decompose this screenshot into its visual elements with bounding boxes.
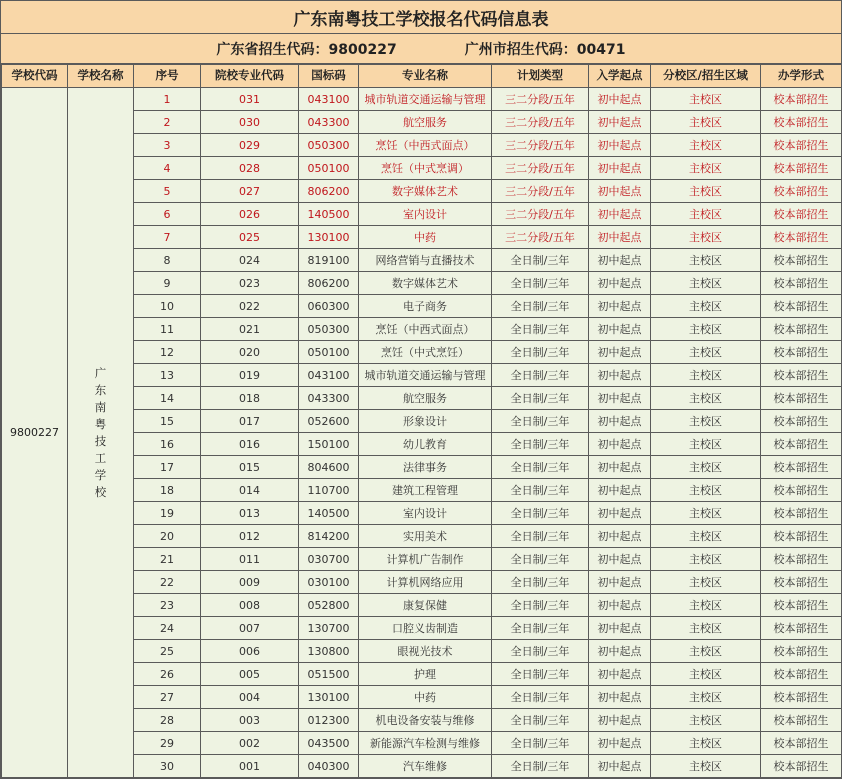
major-code-cell: 020 — [201, 341, 299, 364]
plan-type-cell: 全日制/三年 — [492, 479, 589, 502]
national-code-cell: 050300 — [299, 134, 359, 157]
major-code-cell: 025 — [201, 226, 299, 249]
start-level-cell: 初中起点 — [589, 157, 651, 180]
seq-cell: 18 — [134, 479, 201, 502]
major-name-cell: 数字媒体艺术 — [359, 272, 492, 295]
plan-type-cell: 全日制/三年 — [492, 456, 589, 479]
start-level-cell: 初中起点 — [589, 88, 651, 111]
start-level-cell: 初中起点 — [589, 410, 651, 433]
campus-cell: 主校区 — [651, 433, 761, 456]
major-name-cell: 新能源汽车检测与维修 — [359, 732, 492, 755]
header-major-name: 专业名称 — [359, 65, 492, 88]
national-code-cell: 060300 — [299, 295, 359, 318]
start-level-cell: 初中起点 — [589, 180, 651, 203]
seq-cell: 24 — [134, 617, 201, 640]
campus-cell: 主校区 — [651, 272, 761, 295]
national-code-cell: 043100 — [299, 364, 359, 387]
seq-cell: 11 — [134, 318, 201, 341]
plan-type-cell: 三二分段/五年 — [492, 134, 589, 157]
major-name-cell: 烹饪（中式烹饪） — [359, 341, 492, 364]
national-code-cell: 130800 — [299, 640, 359, 663]
campus-cell: 主校区 — [651, 111, 761, 134]
start-level-cell: 初中起点 — [589, 318, 651, 341]
seq-cell: 2 — [134, 111, 201, 134]
seq-cell: 22 — [134, 571, 201, 594]
school-form-cell: 校本部招生 — [761, 249, 842, 272]
national-code-cell: 050300 — [299, 318, 359, 341]
major-code-cell: 014 — [201, 479, 299, 502]
national-code-cell: 814200 — [299, 525, 359, 548]
start-level-cell: 初中起点 — [589, 456, 651, 479]
school-form-cell: 校本部招生 — [761, 111, 842, 134]
national-code-cell: 043500 — [299, 732, 359, 755]
plan-type-cell: 全日制/三年 — [492, 272, 589, 295]
seq-cell: 5 — [134, 180, 201, 203]
major-name-cell: 眼视光技术 — [359, 640, 492, 663]
national-code-cell: 043300 — [299, 387, 359, 410]
national-code-cell: 806200 — [299, 180, 359, 203]
major-name-cell: 网络营销与直播技术 — [359, 249, 492, 272]
campus-cell: 主校区 — [651, 318, 761, 341]
seq-cell: 4 — [134, 157, 201, 180]
major-code-cell: 007 — [201, 617, 299, 640]
national-code-cell: 130700 — [299, 617, 359, 640]
plan-type-cell: 三二分段/五年 — [492, 180, 589, 203]
seq-cell: 25 — [134, 640, 201, 663]
start-level-cell: 初中起点 — [589, 387, 651, 410]
major-name-cell: 烹饪（中西式面点） — [359, 318, 492, 341]
campus-cell: 主校区 — [651, 640, 761, 663]
campus-cell: 主校区 — [651, 525, 761, 548]
major-code-cell: 009 — [201, 571, 299, 594]
campus-cell: 主校区 — [651, 180, 761, 203]
major-name-cell: 室内设计 — [359, 502, 492, 525]
major-name-cell: 烹饪（中西式面点） — [359, 134, 492, 157]
school-form-cell: 校本部招生 — [761, 640, 842, 663]
plan-type-cell: 三二分段/五年 — [492, 157, 589, 180]
major-code-cell: 005 — [201, 663, 299, 686]
major-name-cell: 烹饪（中式烹调） — [359, 157, 492, 180]
campus-cell: 主校区 — [651, 686, 761, 709]
city-code-value: 00471 — [576, 41, 626, 58]
school-form-cell: 校本部招生 — [761, 410, 842, 433]
major-name-cell: 城市轨道交通运输与管理 — [359, 364, 492, 387]
major-code-cell: 013 — [201, 502, 299, 525]
major-code-cell: 024 — [201, 249, 299, 272]
plan-type-cell: 全日制/三年 — [492, 686, 589, 709]
plan-type-cell: 全日制/三年 — [492, 732, 589, 755]
national-code-cell: 040300 — [299, 755, 359, 778]
start-level-cell: 初中起点 — [589, 640, 651, 663]
plan-type-cell: 全日制/三年 — [492, 548, 589, 571]
start-level-cell: 初中起点 — [589, 525, 651, 548]
school-form-cell: 校本部招生 — [761, 180, 842, 203]
major-code-cell: 030 — [201, 111, 299, 134]
school-form-cell: 校本部招生 — [761, 663, 842, 686]
school-form-cell: 校本部招生 — [761, 525, 842, 548]
start-level-cell: 初中起点 — [589, 502, 651, 525]
national-code-cell: 819100 — [299, 249, 359, 272]
school-form-cell: 校本部招生 — [761, 617, 842, 640]
plan-type-cell: 全日制/三年 — [492, 594, 589, 617]
seq-cell: 26 — [134, 663, 201, 686]
school-form-cell: 校本部招生 — [761, 502, 842, 525]
start-level-cell: 初中起点 — [589, 732, 651, 755]
school-form-cell: 校本部招生 — [761, 686, 842, 709]
campus-cell: 主校区 — [651, 88, 761, 111]
start-level-cell: 初中起点 — [589, 272, 651, 295]
campus-cell: 主校区 — [651, 226, 761, 249]
national-code-cell: 050100 — [299, 157, 359, 180]
province-code — [217, 39, 397, 59]
header-campus: 分校区/招生区域 — [651, 65, 761, 88]
seq-cell: 16 — [134, 433, 201, 456]
major-name-cell: 法律事务 — [359, 456, 492, 479]
plan-type-cell: 全日制/三年 — [492, 617, 589, 640]
seq-cell: 9 — [134, 272, 201, 295]
major-code-cell: 003 — [201, 709, 299, 732]
major-code-cell: 027 — [201, 180, 299, 203]
major-code-cell: 006 — [201, 640, 299, 663]
plan-type-cell: 全日制/三年 — [492, 755, 589, 778]
start-level-cell: 初中起点 — [589, 249, 651, 272]
seq-cell: 30 — [134, 755, 201, 778]
school-name-vertical: 广东南粤技工学校 — [94, 365, 107, 499]
national-code-cell: 804600 — [299, 456, 359, 479]
seq-cell: 10 — [134, 295, 201, 318]
major-name-cell: 形象设计 — [359, 410, 492, 433]
national-code-cell: 140500 — [299, 502, 359, 525]
plan-type-cell: 三二分段/五年 — [492, 226, 589, 249]
major-code-cell: 008 — [201, 594, 299, 617]
plan-type-cell: 全日制/三年 — [492, 502, 589, 525]
campus-cell: 主校区 — [651, 617, 761, 640]
start-level-cell: 初中起点 — [589, 479, 651, 502]
national-code-cell: 030100 — [299, 571, 359, 594]
campus-cell: 主校区 — [651, 571, 761, 594]
seq-cell: 8 — [134, 249, 201, 272]
start-level-cell: 初中起点 — [589, 226, 651, 249]
school-code-cell: 9800227 — [2, 88, 68, 778]
header-school-form: 办学形式 — [761, 65, 842, 88]
seq-cell: 20 — [134, 525, 201, 548]
start-level-cell: 初中起点 — [589, 709, 651, 732]
major-name-cell: 幼儿教育 — [359, 433, 492, 456]
major-name-cell: 康复保健 — [359, 594, 492, 617]
plan-type-cell: 全日制/三年 — [492, 525, 589, 548]
campus-cell: 主校区 — [651, 548, 761, 571]
campus-cell: 主校区 — [651, 663, 761, 686]
school-form-cell: 校本部招生 — [761, 732, 842, 755]
major-code-table — [1, 64, 842, 778]
start-level-cell: 初中起点 — [589, 341, 651, 364]
school-form-cell: 校本部招生 — [761, 203, 842, 226]
school-form-cell: 校本部招生 — [761, 318, 842, 341]
plan-type-cell: 全日制/三年 — [492, 295, 589, 318]
school-form-cell: 校本部招生 — [761, 341, 842, 364]
major-code-cell: 011 — [201, 548, 299, 571]
plan-type-cell: 全日制/三年 — [492, 318, 589, 341]
school-form-cell: 校本部招生 — [761, 755, 842, 778]
major-name-cell: 数字媒体艺术 — [359, 180, 492, 203]
national-code-cell: 130100 — [299, 686, 359, 709]
campus-cell: 主校区 — [651, 594, 761, 617]
major-code-cell: 029 — [201, 134, 299, 157]
seq-cell: 13 — [134, 364, 201, 387]
plan-type-cell: 全日制/三年 — [492, 249, 589, 272]
national-code-cell: 043300 — [299, 111, 359, 134]
major-name-cell: 计算机网络应用 — [359, 571, 492, 594]
seq-cell: 1 — [134, 88, 201, 111]
national-code-cell: 140500 — [299, 203, 359, 226]
major-code-cell: 004 — [201, 686, 299, 709]
city-code-label: 广州市招生代码： — [464, 41, 577, 58]
campus-cell: 主校区 — [651, 341, 761, 364]
start-level-cell: 初中起点 — [589, 755, 651, 778]
header-seq: 序号 — [134, 65, 201, 88]
school-name-cell — [68, 88, 134, 778]
school-form-cell: 校本部招生 — [761, 387, 842, 410]
national-code-cell: 052800 — [299, 594, 359, 617]
major-name-cell: 口腔义齿制造 — [359, 617, 492, 640]
national-code-cell: 806200 — [299, 272, 359, 295]
header-school-code: 学校代码 — [2, 65, 68, 88]
school-form-cell: 校本部招生 — [761, 157, 842, 180]
header-row — [2, 65, 842, 88]
campus-cell: 主校区 — [651, 755, 761, 778]
major-name-cell: 护理 — [359, 663, 492, 686]
header-major-code: 院校专业代码 — [201, 65, 299, 88]
start-level-cell: 初中起点 — [589, 686, 651, 709]
seq-cell: 21 — [134, 548, 201, 571]
province-code-label: 广东省招生代码： — [216, 41, 329, 58]
major-code-cell: 022 — [201, 295, 299, 318]
school-form-cell: 校本部招生 — [761, 456, 842, 479]
seq-cell: 15 — [134, 410, 201, 433]
major-code-cell: 026 — [201, 203, 299, 226]
plan-type-cell: 全日制/三年 — [492, 387, 589, 410]
plan-type-cell: 全日制/三年 — [492, 709, 589, 732]
start-level-cell: 初中起点 — [589, 433, 651, 456]
major-code-cell: 028 — [201, 157, 299, 180]
national-code-cell: 012300 — [299, 709, 359, 732]
campus-cell: 主校区 — [651, 709, 761, 732]
major-name-cell: 中药 — [359, 226, 492, 249]
start-level-cell: 初中起点 — [589, 134, 651, 157]
seq-cell: 28 — [134, 709, 201, 732]
major-code-cell: 002 — [201, 732, 299, 755]
seq-cell: 17 — [134, 456, 201, 479]
campus-cell: 主校区 — [651, 387, 761, 410]
campus-cell: 主校区 — [651, 502, 761, 525]
major-code-cell: 023 — [201, 272, 299, 295]
major-name-cell: 电子商务 — [359, 295, 492, 318]
school-form-cell: 校本部招生 — [761, 548, 842, 571]
national-code-cell: 110700 — [299, 479, 359, 502]
major-code-cell: 018 — [201, 387, 299, 410]
national-code-cell: 051500 — [299, 663, 359, 686]
major-name-cell: 航空服务 — [359, 111, 492, 134]
school-form-cell: 校本部招生 — [761, 571, 842, 594]
province-code-value: 9800227 — [328, 41, 397, 58]
start-level-cell: 初中起点 — [589, 295, 651, 318]
campus-cell: 主校区 — [651, 249, 761, 272]
campus-cell: 主校区 — [651, 157, 761, 180]
header-national-code: 国标码 — [299, 65, 359, 88]
national-code-cell: 150100 — [299, 433, 359, 456]
major-name-cell: 中药 — [359, 686, 492, 709]
campus-cell: 主校区 — [651, 410, 761, 433]
seq-cell: 7 — [134, 226, 201, 249]
school-form-cell: 校本部招生 — [761, 364, 842, 387]
seq-cell: 14 — [134, 387, 201, 410]
national-code-cell: 052600 — [299, 410, 359, 433]
school-form-cell: 校本部招生 — [761, 134, 842, 157]
start-level-cell: 初中起点 — [589, 548, 651, 571]
city-code — [465, 39, 626, 59]
plan-type-cell: 三二分段/五年 — [492, 111, 589, 134]
school-form-cell: 校本部招生 — [761, 88, 842, 111]
major-name-cell: 建筑工程管理 — [359, 479, 492, 502]
plan-type-cell: 三二分段/五年 — [492, 203, 589, 226]
school-form-cell: 校本部招生 — [761, 594, 842, 617]
school-form-cell: 校本部招生 — [761, 295, 842, 318]
sheet-title: 广东南粤技工学校报名代码信息表 — [1, 1, 841, 34]
seq-cell: 27 — [134, 686, 201, 709]
header-school-name: 学校名称 — [68, 65, 134, 88]
start-level-cell: 初中起点 — [589, 111, 651, 134]
school-form-cell: 校本部招生 — [761, 226, 842, 249]
major-name-cell: 机电设备安装与维修 — [359, 709, 492, 732]
major-code-cell: 015 — [201, 456, 299, 479]
table-row — [2, 88, 842, 111]
enrollment-codes — [1, 34, 841, 64]
start-level-cell: 初中起点 — [589, 571, 651, 594]
start-level-cell: 初中起点 — [589, 663, 651, 686]
plan-type-cell: 全日制/三年 — [492, 640, 589, 663]
national-code-cell: 130100 — [299, 226, 359, 249]
plan-type-cell: 三二分段/五年 — [492, 88, 589, 111]
seq-cell: 29 — [134, 732, 201, 755]
campus-cell: 主校区 — [651, 732, 761, 755]
major-code-cell: 016 — [201, 433, 299, 456]
header-plan-type: 计划类型 — [492, 65, 589, 88]
plan-type-cell: 全日制/三年 — [492, 364, 589, 387]
plan-type-cell: 全日制/三年 — [492, 663, 589, 686]
school-form-cell: 校本部招生 — [761, 709, 842, 732]
major-name-cell: 实用美术 — [359, 525, 492, 548]
campus-cell: 主校区 — [651, 479, 761, 502]
campus-cell: 主校区 — [651, 203, 761, 226]
major-code-cell: 001 — [201, 755, 299, 778]
start-level-cell: 初中起点 — [589, 203, 651, 226]
major-code-cell: 021 — [201, 318, 299, 341]
major-name-cell: 航空服务 — [359, 387, 492, 410]
start-level-cell: 初中起点 — [589, 364, 651, 387]
major-code-cell: 019 — [201, 364, 299, 387]
seq-cell: 12 — [134, 341, 201, 364]
seq-cell: 19 — [134, 502, 201, 525]
start-level-cell: 初中起点 — [589, 594, 651, 617]
major-name-cell: 计算机广告制作 — [359, 548, 492, 571]
national-code-cell: 030700 — [299, 548, 359, 571]
plan-type-cell: 全日制/三年 — [492, 341, 589, 364]
national-code-cell: 043100 — [299, 88, 359, 111]
table-body — [2, 88, 842, 778]
school-form-cell: 校本部招生 — [761, 479, 842, 502]
start-level-cell: 初中起点 — [589, 617, 651, 640]
plan-type-cell: 全日制/三年 — [492, 433, 589, 456]
school-form-cell: 校本部招生 — [761, 272, 842, 295]
campus-cell: 主校区 — [651, 134, 761, 157]
campus-cell: 主校区 — [651, 456, 761, 479]
plan-type-cell: 全日制/三年 — [492, 410, 589, 433]
school-form-cell: 校本部招生 — [761, 433, 842, 456]
major-name-cell: 城市轨道交通运输与管理 — [359, 88, 492, 111]
seq-cell: 3 — [134, 134, 201, 157]
seq-cell: 6 — [134, 203, 201, 226]
seq-cell: 23 — [134, 594, 201, 617]
header-start-level: 入学起点 — [589, 65, 651, 88]
major-name-cell: 汽车维修 — [359, 755, 492, 778]
major-code-cell: 031 — [201, 88, 299, 111]
national-code-cell: 050100 — [299, 341, 359, 364]
campus-cell: 主校区 — [651, 364, 761, 387]
plan-type-cell: 全日制/三年 — [492, 571, 589, 594]
major-code-cell: 012 — [201, 525, 299, 548]
major-name-cell: 室内设计 — [359, 203, 492, 226]
campus-cell: 主校区 — [651, 295, 761, 318]
major-code-cell: 017 — [201, 410, 299, 433]
